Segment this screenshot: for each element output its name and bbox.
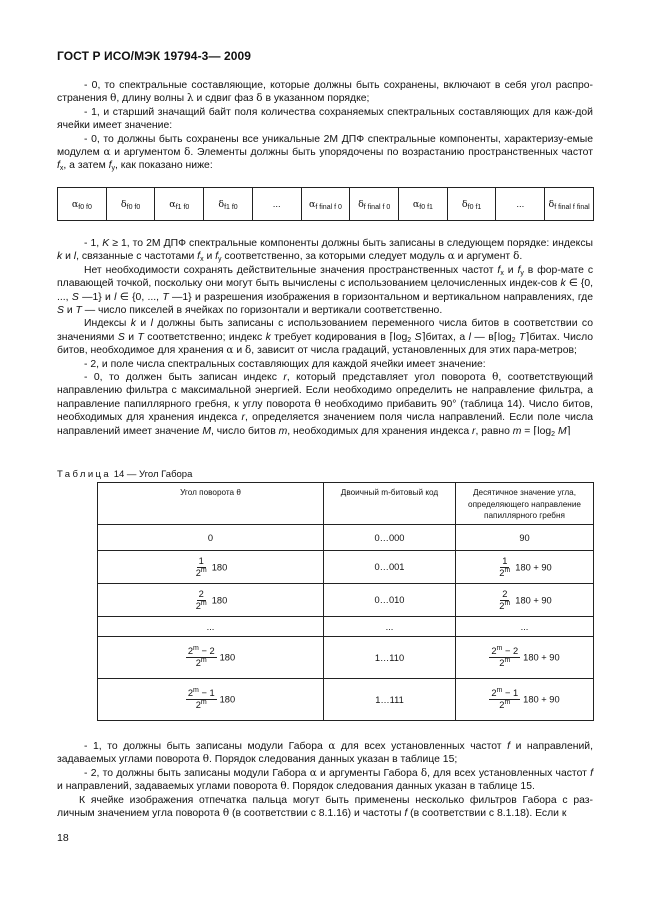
sequence-cell: ... [496, 188, 545, 221]
table-row: $\frac{1}{2^m}$ 180 0…001 $\frac{1}{2^m}$ 180 + 90 [98, 551, 594, 584]
table-row: 0 0…000 90 [98, 525, 594, 551]
sequence-cell: $\alpha_{f0 f1}$ [399, 188, 448, 221]
paragraph: - 0, то спектральные составляющие, которые должны быть сохранены, включают в себя угол распро-странения θ, длину волны λ и сдвиг фаз δ в указанном порядке; [57, 80, 593, 105]
fraction: $\frac{1}{2^m}$ [499, 555, 511, 578]
document-header: ГОСТ Р ИСО/МЭК 19794-3— 2009 [57, 49, 252, 63]
text-block-intro [57, 79, 593, 173]
paragraph: Нет необходимости сохранять действительные значения пространственных частот $f_x$ и $f_y$ в фор-мате с плавающей точкой, поскольку они могут быть вычислены с использованием целочисленных индек-сов k ∈ {0, ..., S —1} и l ∈ {0, ..., T —1} и разрешения изображения в горизонтальном и вертикальном направлениях, где S и T — число пикселей в ячейках по горизонтали и вертикали соответственно. [57, 264, 594, 317]
column-header-angle: Угол поворота θ [98, 483, 324, 525]
text-block-indices [57, 237, 593, 438]
paragraph: - 1, то должны быть записаны модули Габора α для всех установленных частот f и направлений, задаваемых углами поворота θ. Порядок следования данных указан в таблице 15; [57, 740, 593, 766]
sequence-cell: $\alpha_{f0 f0}$ [58, 188, 107, 221]
paragraph: - 2, то должны быть записаны модули Габора α и аргументы Габора δ, для всех установленных частот f и направлений, задаваемых углами поворота θ. Порядок следования данных указан в таблице 15. [57, 766, 594, 793]
paragraph: - 1, и старший значащий байт поля количества сохраняемых спектральных составляющих для каж-дой ячейки имеет значение: [57, 106, 593, 132]
fraction: $\frac{2^m - 1}{2^m}$ [187, 687, 215, 710]
sequence-cell: $\alpha_{f final f 0}$ [301, 188, 350, 221]
fraction: $\frac{2^m - 2}{2^m}$ [491, 645, 519, 668]
table-row: $\frac{2^m - 2}{2^m}$ 180 1…110 $\frac{2^m - 2}{2^m}$ 180 + 90 [98, 637, 594, 679]
sequence-cell: ... [252, 188, 301, 221]
fraction: $\frac{2}{2^m}$ [195, 588, 207, 611]
fraction: $\frac{2^m - 1}{2^m}$ [491, 687, 519, 710]
sequence-cell: $\delta_{f0 f1}$ [447, 188, 496, 221]
fraction: $\frac{2^m - 2}{2^m}$ [187, 645, 215, 668]
table-row: $\frac{2}{2^m}$ 180 0…010 $\frac{2}{2^m}$ 180 + 90 [98, 584, 594, 617]
column-header-code: Двоичный m-битовый код [324, 483, 456, 525]
page-number: 18 [57, 832, 69, 844]
sequence-cell: $\delta_{f final f 0}$ [350, 188, 399, 221]
table-row: ... ... ... [98, 617, 594, 637]
paragraph: - 2, и поле числа спектральных составляющих для каждой ячейки имеет значение: [84, 358, 486, 370]
gabor-angle-table [97, 482, 594, 721]
sequence-cell: $\alpha_{f1 f0}$ [155, 188, 204, 221]
paragraph: К ячейке изображения отпечатка пальца могут быть применены несколько фильтров Габора с раз-личным значением угла поворота θ (в соответствии с 8.1.16) и частоты f (в соответствии с 8.1.18). Если к [57, 794, 593, 820]
sequence-cell: $\delta_{f1 f0}$ [204, 188, 253, 221]
sequence-cell: $\delta_{f0 f0}$ [106, 188, 155, 221]
sequence-cell: $\delta_{f final f final}$ [545, 188, 594, 221]
table-row: $\frac{2^m - 1}{2^m}$ 180 1…111 $\frac{2^m - 1}{2^m}$ 180 + 90 [98, 679, 594, 721]
paragraph: - 0, то должны быть сохранены все уникальные 2М ДПФ спектральные компоненты, характеризу-емые модулем α и аргументом δ. Элементы должны быть упорядочены по возрастанию пространственных частот $f_x$, а затем $f_y$, как показано ниже: [57, 133, 593, 173]
paragraph: - 0, то должен быть записан индекс r, который представляет угол поворота θ, соответствующий направлению фильтра с максимальной энергией. Если необходимо определить не направление фильтра, а направление папиллярного гребня, к углу поворота θ необходимо прибавить 90° (таблица 14). Число битов, необходимых для хранения индекса r, определяется значением поля числа направлений. Если поле числа направлений имеет значение M, число битов m, необходимых для хранения индекса r, равно $m = ⌈\log_2$ M⌉ [57, 371, 593, 438]
table-caption: Таблица 14 — Угол Габора [57, 469, 193, 480]
fraction: $\frac{2}{2^m}$ [499, 588, 511, 611]
column-header-decimal: Десятичное значение угла, определяющего направление папиллярного гребня [456, 483, 594, 525]
paragraph: - 1, K ≥ 1, то 2М ДПФ спектральные компоненты должны быть записаны в следующем порядке: индексы k и l, связанные с частотами $f_x$ и $f_y$ соответственно, за которыми следует модуль α и аргумент δ. [57, 238, 593, 264]
paragraph: Индексы k и l должны быть записаны с использованием переменного числа битов в соответствии со значениями S и T соответственно; индекс k требует кодирования в $⌈\log_2$ S⌉битах, а l — $в⌈\log_2$ T⌉битах. Число битов, необходимое для хранения α и δ, зависит от числа градаций, установленных для этих пара-метров; [57, 318, 594, 357]
fraction: $\frac{1}{2^m}$ [195, 555, 207, 578]
spectral-sequence-table [57, 187, 594, 221]
text-block-gabor [57, 740, 593, 820]
